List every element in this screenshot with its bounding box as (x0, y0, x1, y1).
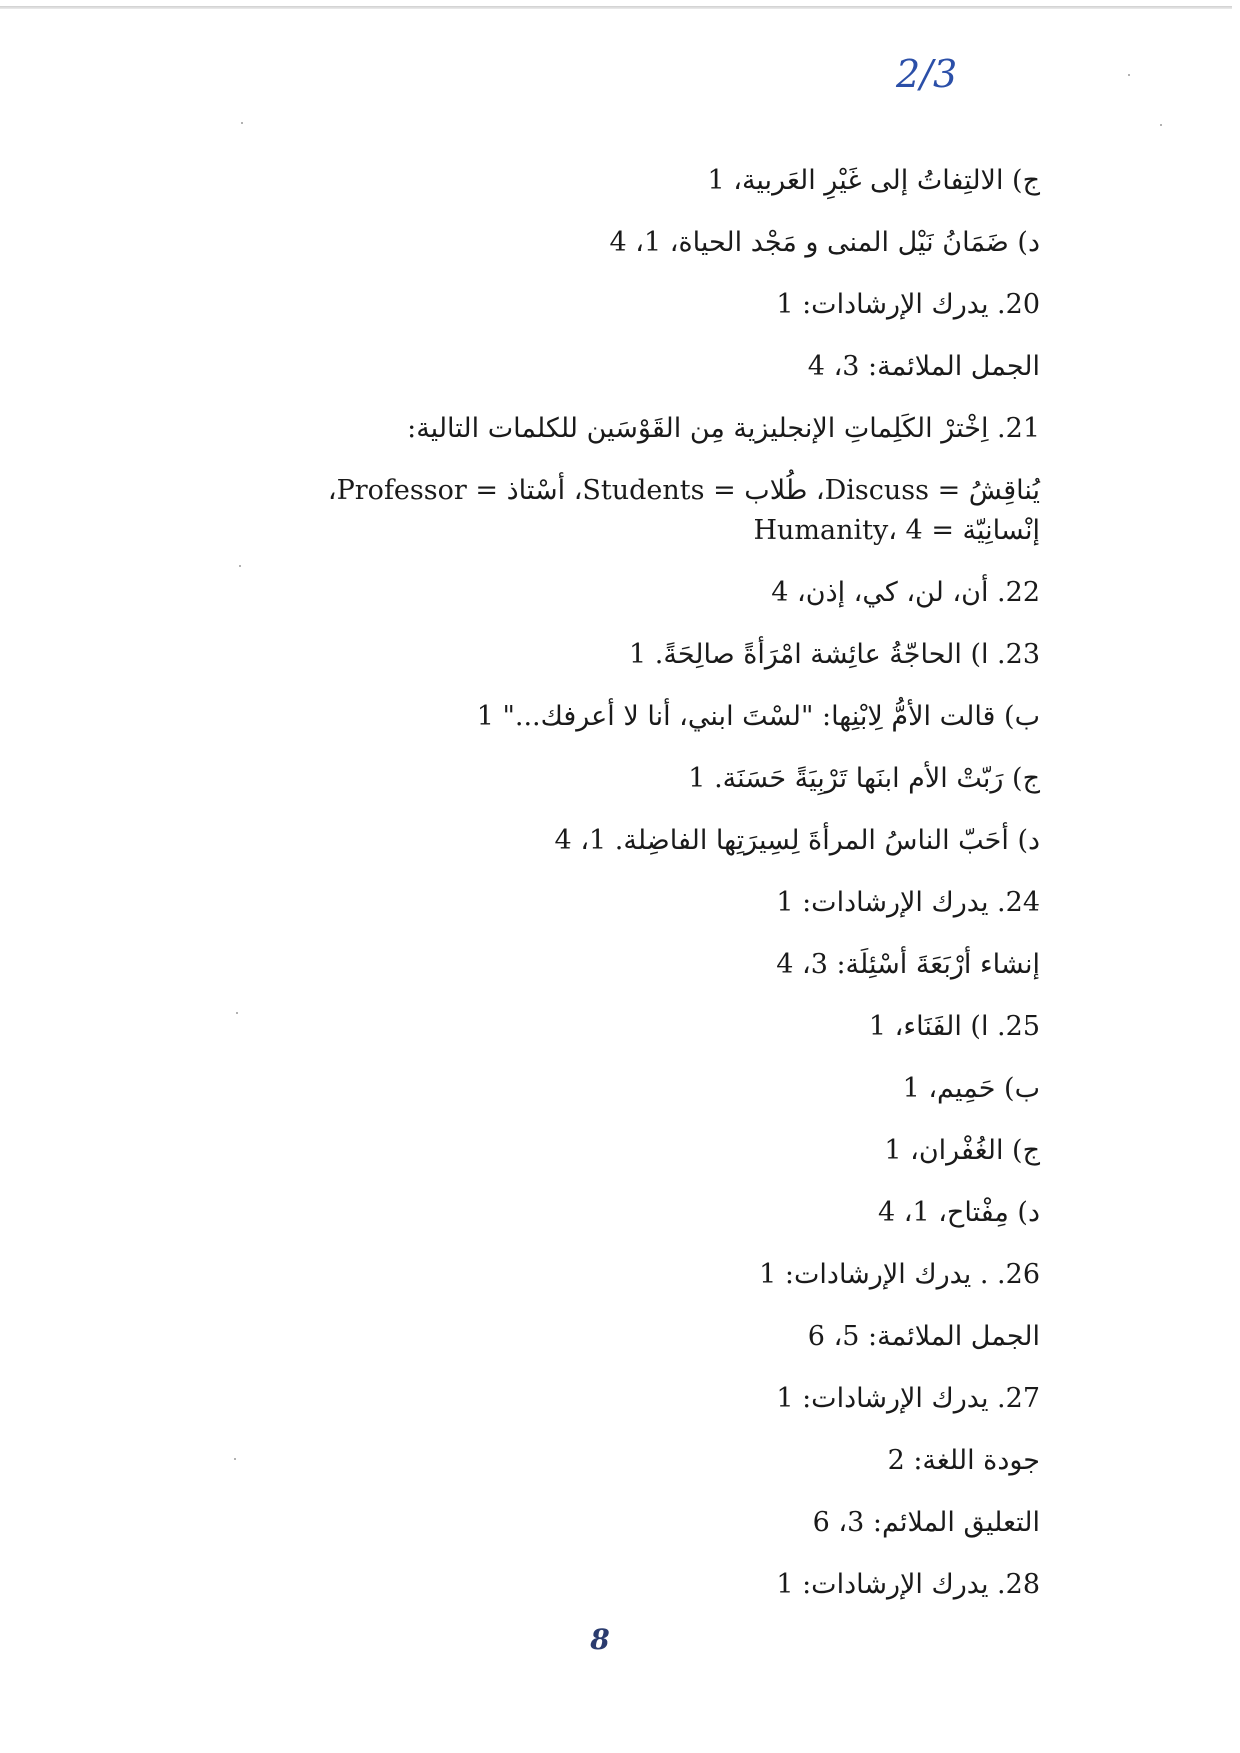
answer-line-23d: د) أحَبّ الناسُ المرأةَ لِسِيرَتِها الفاضِلة. 1، 4 (554, 825, 1040, 856)
scan-top-edge (0, 6, 1232, 9)
scan-speck (234, 1458, 236, 1460)
scan-speck (1160, 124, 1162, 126)
answer-line-24: 24. يدرك الإرشادات: 1 (776, 887, 1040, 918)
scan-speck (241, 122, 243, 124)
answer-line-28: 28. يدرك الإرشادات: 1 (776, 1569, 1040, 1600)
answer-key-body (320, 150, 1040, 1616)
answer-line-23b: ب) قالت الأمُّ لِابْنِها: "لسْتَ ابني، أنا لا أعرفك..." 1 (476, 701, 1040, 732)
answer-line-27-comment: التعليق الملائم: 3، 6 (812, 1507, 1040, 1538)
answer-line-23a: 23. ا) الحاجّةُ عائِشة امْرَأةً صالِحَةً. 1 (629, 639, 1040, 670)
answer-line-25c: ج) الغُفْران، 1 (884, 1135, 1040, 1166)
answer-line-19c: ج) الالتِفاتُ إلى غَيْرِ العَربية، 1 (707, 165, 1040, 196)
answer-line-26-sentences: الجمل الملائمة: 5، 6 (807, 1321, 1040, 1352)
answer-line-25a: 25. ا) الفَنَاء، 1 (868, 1011, 1040, 1042)
handwritten-page-fraction: 2/3 (896, 52, 958, 96)
scan-speck (1128, 74, 1130, 76)
answer-line-24-questions: إنشاء أرْبَعَةَ أسْئِلَة: 3، 4 (776, 949, 1040, 980)
answer-line-27-language: جودة اللغة: 2 (887, 1445, 1040, 1476)
answer-line-21: 21. اِخْترْ الكَلِماتِ الإنجليزية مِن القَوْسَين للكلمات التالية: (407, 413, 1040, 444)
answer-line-25d: د) مِفْتاح، 1، 4 (877, 1197, 1040, 1228)
answer-line-26: 26. . يدرك الإرشادات: 1 (759, 1259, 1040, 1290)
answer-line-20-sentences: الجمل الملائمة: 3، 4 (807, 351, 1040, 382)
answer-line-20: 20. يدرك الإرشادات: 1 (776, 289, 1040, 320)
answer-line-23c: ج) رَبّتْ الأم ابنَها تَرْبِيَةً حَسَنَة. 1 (688, 763, 1040, 794)
page-number: 8 (590, 1623, 610, 1656)
answer-line-19d: د) ضَمَانُ نَيْل المنى و مَجْد الحياة، 1، 4 (609, 227, 1040, 258)
scan-speck (239, 565, 241, 567)
answer-line-27: 27. يدرك الإرشادات: 1 (776, 1383, 1040, 1414)
answer-line-21-words: يُناقِشُ = Discuss، طُلاب = Students، أسْتاذ = Professor، إنْسانِيّة = Humanity، 4 (327, 475, 1040, 546)
answer-line-22: 22. أن، لن، كي، إذن، 4 (771, 577, 1040, 608)
scan-speck (236, 1012, 238, 1014)
answer-line-25b: ب) حَمِيم، 1 (902, 1073, 1040, 1104)
